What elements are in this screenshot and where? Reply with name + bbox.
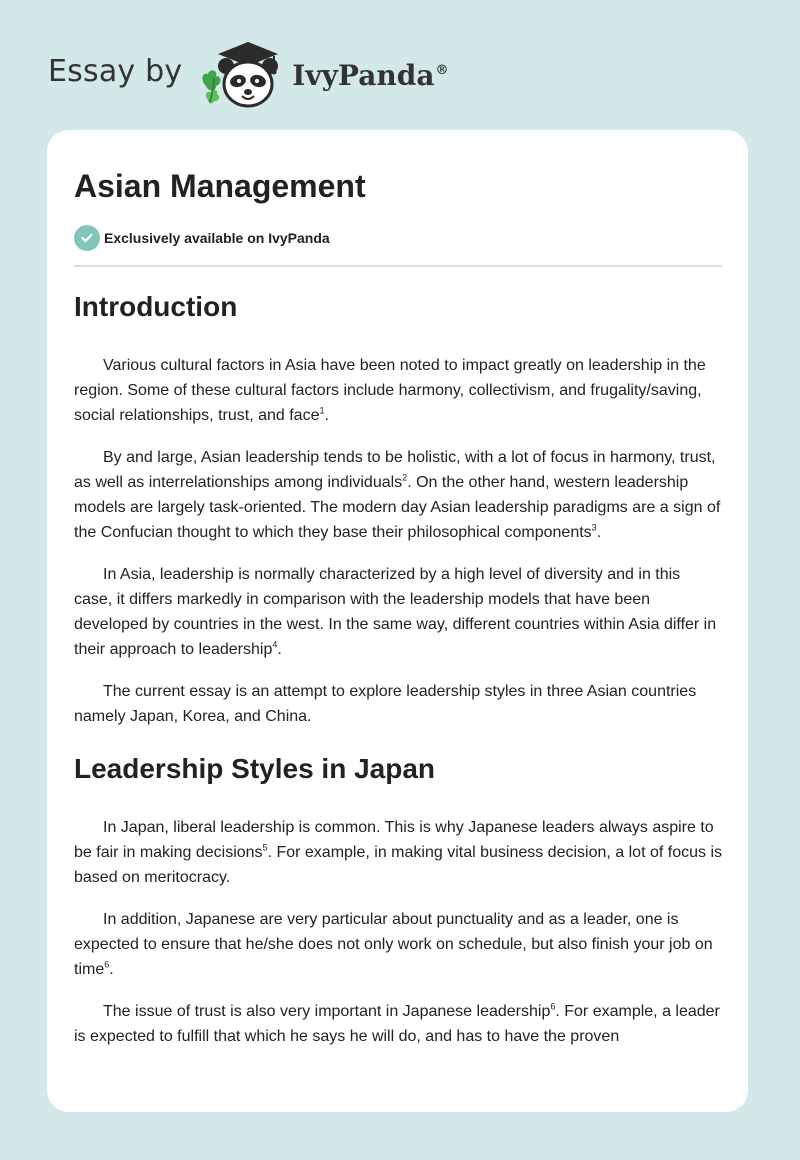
paragraph-tail: .	[109, 961, 114, 978]
paragraph-text: By and large, Asian leadership tends to be holistic, with a lot of focus in harmony, trust, as well as interrelationships among individuals	[74, 449, 716, 491]
paragraph-text: Various cultural factors in Asia have been noted to impact greatly on leadership in the region. Some of these cultural factors include harmony, collectivism, and frugality/saving, social relationships, trust, and face	[74, 357, 706, 424]
paragraph-tail: . For example, a leader is expected to fulfill that which he says he will do, and has to have the proven	[74, 1003, 720, 1045]
panda-logo-icon[interactable]	[196, 36, 286, 112]
paragraph-text: In Asia, leadership is normally characterized by a high level of diversity and in this case, it differs markedly in comparison with the leadership models that have been developed by countries in the west. In the same way, different countries within Asia differ in their approach to leadership	[74, 566, 717, 658]
footnote-ref[interactable]: 3	[591, 522, 597, 533]
section-heading-japan: Leadership Styles in Japan	[74, 753, 436, 784]
footnote-ref[interactable]: 4	[272, 639, 278, 650]
paragraph-text: In addition, Japanese are very particular about punctuality and as a leader, one is expected to ensure that he/she does not only work on schedule, but also finish your job on time	[74, 911, 713, 978]
footnote-ref[interactable]: 6	[104, 959, 110, 970]
paragraph	[74, 353, 722, 428]
page-title: Asian Management	[74, 168, 366, 204]
essay-card	[47, 130, 748, 1112]
paragraph	[74, 679, 722, 729]
paragraph-tail: .	[324, 407, 329, 424]
check-icon	[74, 225, 100, 251]
brand-name[interactable]	[292, 59, 448, 92]
paragraph-text: The issue of trust is also very important in Japanese leadership	[103, 1003, 551, 1020]
footnote-ref[interactable]: 2	[402, 472, 408, 483]
paragraph	[74, 445, 722, 545]
availability-badge	[74, 224, 722, 252]
footnote-ref[interactable]: 1	[319, 405, 325, 416]
footnote-ref[interactable]: 6	[550, 1001, 556, 1012]
paragraph-tail: . On the other hand, western leadership models are largely task-oriented. The modern day Asian leadership paradigms are a sign of the Confucian thought to which they base their philosophical components	[74, 474, 721, 541]
essay-by-label: Essay by	[48, 53, 183, 89]
registered-mark: ®	[435, 63, 449, 79]
ivy-leaf-icon	[203, 70, 221, 103]
paragraph	[74, 815, 722, 890]
paragraph	[74, 907, 722, 982]
paragraph	[74, 562, 722, 662]
paragraph-tail: . For example, in making vital business decision, a lot of focus is based on meritocracy.	[74, 844, 722, 886]
paragraph-tail: .	[596, 524, 602, 541]
paragraph-tail: .	[277, 641, 282, 658]
paragraph-text: In Japan, liberal leadership is common. This is why Japanese leaders always aspire to be fair in making decisions	[74, 819, 714, 861]
section-heading-introduction: Introduction	[74, 291, 238, 322]
title-divider	[74, 265, 722, 267]
paragraph-text: The current essay is an attempt to explore leadership styles in three Asian countries namely Japan, Korea, and China.	[74, 683, 697, 725]
paragraph	[74, 999, 722, 1049]
brand-name-text: IvyPanda	[292, 58, 435, 92]
availability-label: Exclusively available on IvyPanda	[104, 230, 330, 246]
footnote-ref[interactable]: 5	[262, 842, 268, 853]
site-header	[48, 36, 448, 112]
